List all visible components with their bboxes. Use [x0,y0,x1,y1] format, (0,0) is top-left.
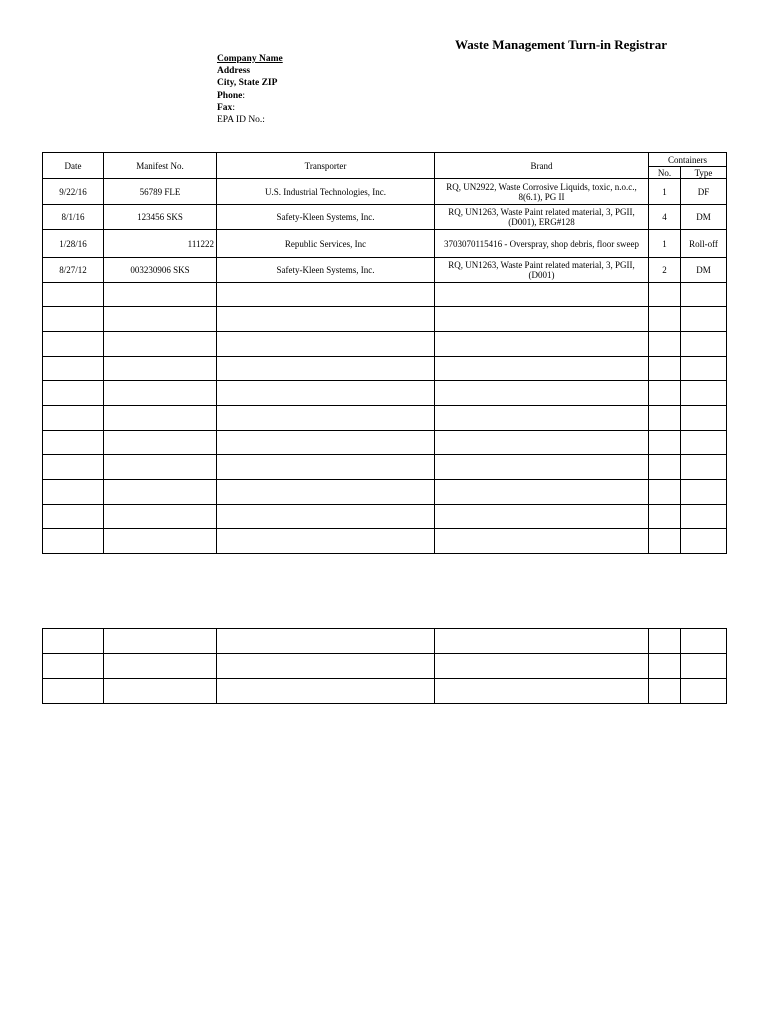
table-row [43,205,727,230]
cell-manifest: 111222 [104,230,217,258]
empty-table-row [43,529,727,554]
company-address: Address [217,66,251,77]
waste-register-table [42,152,727,554]
header-containers: Containers [649,153,727,167]
cell-transporter: Safety-Kleen Systems, Inc. [217,205,435,230]
company-epa-id: EPA ID No.: [217,115,265,126]
cell-container-type: DM [681,205,727,230]
header-date: Date [43,153,104,179]
empty-table-row [43,283,727,307]
header-manifest: Manifest No. [104,153,217,179]
header-container-no: No. [649,167,681,179]
header-transporter: Transporter [217,153,435,179]
header-container-type: Type [681,167,727,179]
table-row [43,179,727,205]
fax-label: Fax [217,102,233,113]
cell-brand: RQ, UN1263, Waste Paint related material, 3, PGII, (D001), ERG#128 [435,205,649,230]
empty-table-row [43,381,727,406]
company-phone [217,90,283,102]
continuation-table [42,628,727,704]
cell-container-no: 1 [649,230,681,258]
cell-container-type: DF [681,179,727,205]
cell-brand: 3703070115416 - Overspray, shop debris, floor sweep [435,230,649,258]
cell-date: 8/1/16 [43,205,104,230]
empty-table-row [43,455,727,480]
fax-suffix: : [232,102,235,113]
empty-table-row [43,307,727,332]
empty-table-row [43,332,727,357]
cell-transporter: U.S. Industrial Technologies, Inc. [217,179,435,205]
cell-manifest: 123456 SKS [104,205,217,230]
cell-container-type: DM [681,258,727,283]
cell-brand: RQ, UN1263, Waste Paint related material, 3, PGII, (D001) [435,258,649,283]
cell-container-no: 4 [649,205,681,230]
empty-table-row [43,505,727,529]
empty-table-row [43,431,727,455]
cell-transporter: Safety-Kleen Systems, Inc. [217,258,435,283]
cell-container-no: 2 [649,258,681,283]
cell-date: 1/28/16 [43,230,104,258]
cell-container-no: 1 [649,179,681,205]
company-fax [217,102,283,114]
cell-manifest: 56789 FLE [104,179,217,205]
company-info [217,53,283,126]
empty-table-row [43,480,727,505]
phone-suffix: : [242,90,245,101]
company-name: Company Name [217,54,283,64]
empty-table-row [43,406,727,431]
phone-label: Phone [217,90,243,101]
cell-container-type: Roll-off [681,230,727,258]
company-city-state-zip: City, State ZIP [217,78,278,89]
table-row [43,230,727,258]
empty-table-row [43,679,727,704]
cell-date: 8/27/12 [43,258,104,283]
table-row [43,258,727,283]
page-title: Waste Management Turn-in Registrar [455,37,667,52]
header-brand: Brand [435,153,649,179]
cell-transporter: Republic Services, Inc [217,230,435,258]
empty-table-row [43,629,727,654]
cell-manifest: 003230906 SKS [104,258,217,283]
empty-table-row [43,654,727,679]
empty-table-row [43,357,727,381]
cell-date: 9/22/16 [43,179,104,205]
cell-brand: RQ, UN2922, Waste Corrosive Liquids, toxic, n.o.c., 8(6.1), PG II [435,179,649,205]
